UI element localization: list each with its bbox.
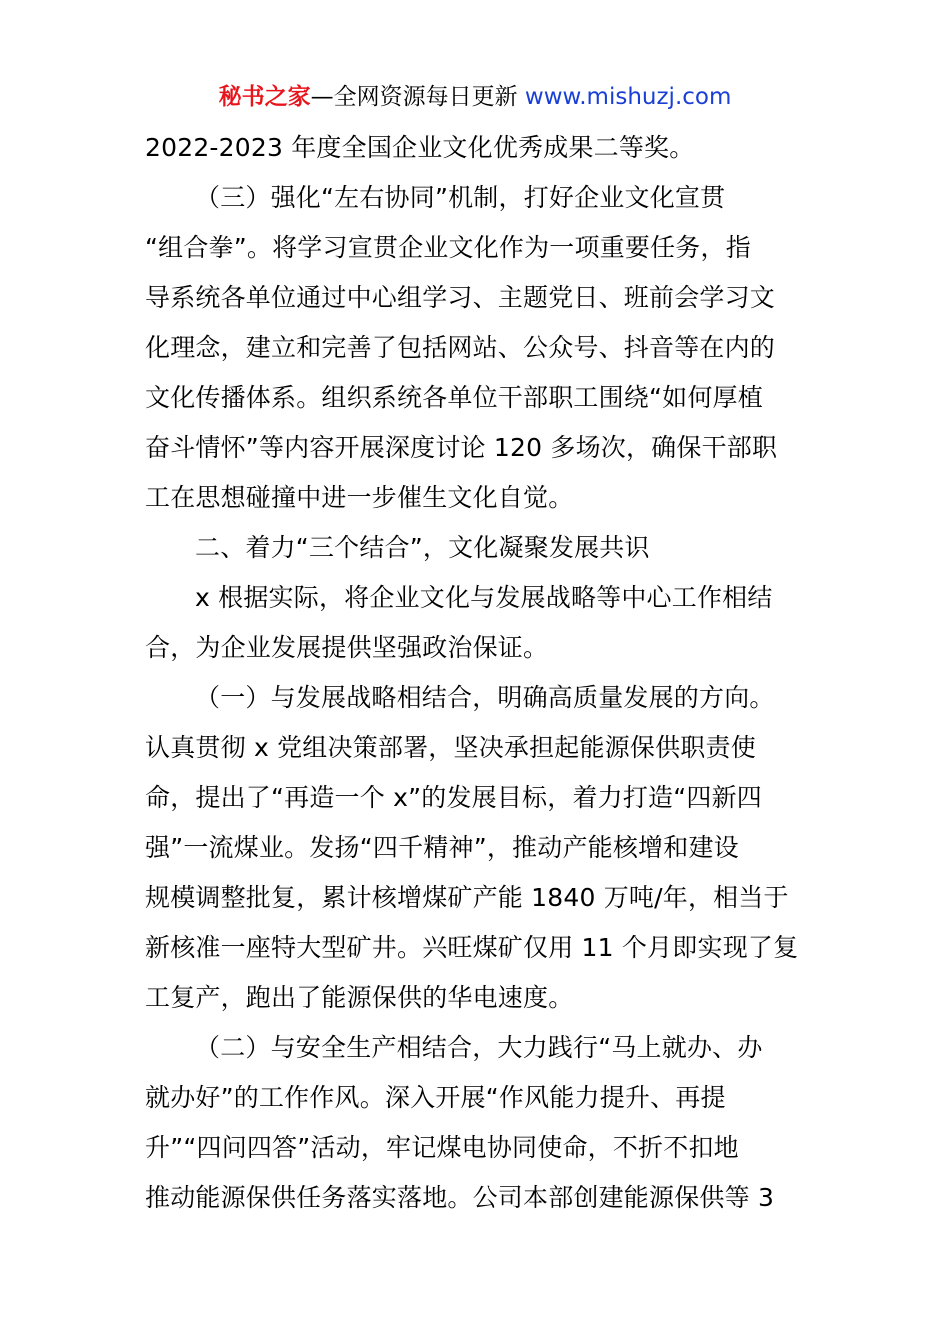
text-line: 文化传播体系。组织系统各单位干部职工围绕“如何厚植	[145, 383, 763, 412]
site-url[interactable]: www.mishuzj.com	[524, 84, 732, 110]
text-line: “组合拳”。将学习宣贯企业文化作为一项重要任务，指	[145, 233, 751, 262]
text-line: 新核准一座特大型矿井。兴旺煤矿仅用 11 个月即实现了复	[145, 933, 799, 962]
text-line: 认真贯彻 x 党组决策部署，坚决承担起能源保供职责使	[145, 733, 756, 762]
text-line: 升”“四问四答”活动，牢记煤电协同使命，不折不扣地	[145, 1133, 739, 1162]
text-line: 强”一流煤业。发扬“四千精神”，推动产能核增和建设	[145, 833, 739, 862]
section-heading: （三）强化“左右协同”机制，打好企业文化宣贯	[195, 183, 726, 212]
text-line: 就办好”的工作作风。深入开展“作风能力提升、再提	[145, 1083, 726, 1112]
text-line: 合，为企业发展提供坚强政治保证。	[145, 633, 549, 662]
text-line: 导系统各单位通过中心组学习、主题党日、班前会学习文	[145, 283, 776, 312]
text-line: 命，提出了“再造一个 x”的发展目标，着力打造“四新四	[145, 783, 762, 812]
site-brand: 秘书之家	[218, 84, 311, 110]
text-line: 奋斗情怀”等内容开展深度讨论 120 多场次，确保干部职	[145, 433, 778, 462]
text-line: 化理念，建立和完善了包括网站、公众号、抖音等在内的	[145, 333, 776, 362]
chapter-heading: 二、着力“三个结合”，文化凝聚发展共识	[195, 533, 650, 562]
text-line: x 根据实际，将企业文化与发展战略等中心工作相结	[195, 583, 773, 612]
site-header	[0, 82, 950, 112]
text-line: 2022-2023 年度全国企业文化优秀成果二等奖。	[145, 133, 695, 162]
text-line: 推动能源保供任务落实落地。公司本部创建能源保供等 3	[145, 1183, 775, 1212]
text-line: 工复产，跑出了能源保供的华电速度。	[145, 983, 574, 1012]
text-line: 工在思想碰撞中进一步催生文化自觉。	[145, 483, 574, 512]
section-heading: （一）与发展战略相结合，明确高质量发展的方向。	[195, 683, 775, 712]
section-heading: （二）与安全生产相结合，大力践行“马上就办、办	[195, 1033, 763, 1062]
text-line: 规模调整批复，累计核增煤矿产能 1840 万吨/年，相当于	[145, 883, 789, 912]
site-tagline: —全网资源每日更新	[310, 84, 525, 110]
